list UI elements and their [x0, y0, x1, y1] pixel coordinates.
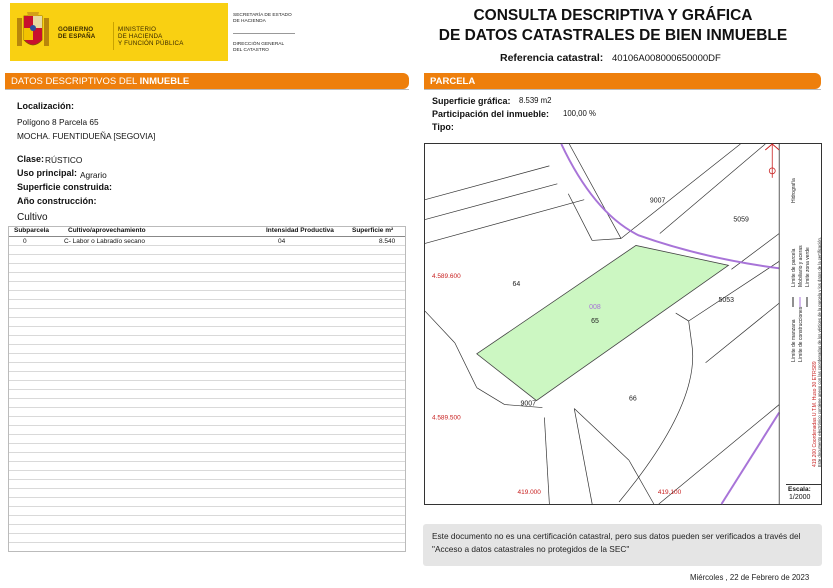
- uso-value: Agrario: [80, 170, 107, 180]
- map-coord-n-600: 4.589.600: [431, 273, 461, 281]
- table-row-line: [9, 533, 405, 534]
- map-annex-note: Este documento electrónico contiene anexo con las coordenadas de los vértices de la parcela y los datos de la certificación.: [817, 237, 822, 467]
- table-row-line: [9, 479, 405, 480]
- legend-mobiliario: Mobiliario y aceras: [798, 245, 804, 287]
- ref-label: Referencia catastral:: [500, 52, 604, 64]
- localizacion-line1: Polígono 8 Parcela 65: [17, 117, 99, 127]
- tipo-label: Tipo:: [432, 122, 454, 132]
- gobierno-text: GOBIERNO DE ESPAÑA: [58, 26, 96, 40]
- legend-zona-verde: Límite zona verde: [805, 247, 811, 287]
- map-boundary-line: [621, 144, 740, 238]
- uso-label: Uso principal:: [17, 168, 78, 178]
- table-row-line: [9, 272, 405, 273]
- th-superficie: Superficie m²: [352, 227, 394, 234]
- legend-hidrografia: Hidrografía: [791, 178, 797, 203]
- table-row-line: [9, 317, 405, 318]
- disclaimer-note: Este documento no es una certificación catastral, pero sus datos pueden ser verificados a través del "Acceso a datos catastrales no protegidos de la SEC": [423, 524, 822, 566]
- clase-label: Clase:: [17, 154, 45, 164]
- cadastral-map: [424, 143, 822, 505]
- map-legend: [787, 147, 821, 469]
- left-bar-underline: [5, 89, 409, 90]
- map-label-9007-bottom: 9007: [520, 400, 536, 408]
- map-coord-e-100: 419.100: [657, 489, 682, 497]
- table-row-line: [9, 308, 405, 309]
- table-row-line: [9, 380, 405, 381]
- header-separator: [233, 33, 295, 34]
- map-coord-e-000: 419.000: [517, 489, 541, 497]
- table-row-line: [9, 425, 405, 426]
- superficie-construida-label: Superficie construida:: [17, 182, 113, 192]
- map-boundary-line: [455, 343, 477, 388]
- table-row-line: [9, 497, 405, 498]
- table-header-divider: [9, 236, 405, 237]
- table-row-line: [9, 515, 405, 516]
- table-row-line: [9, 281, 405, 282]
- table-row-line: [9, 290, 405, 291]
- cultivo-title: Cultivo: [17, 212, 48, 223]
- coat-of-arms-icon: [14, 10, 52, 54]
- logo-divider: [113, 22, 114, 50]
- right-bar-underline: [424, 89, 821, 90]
- table-row-superficie: 8.540: [379, 238, 396, 245]
- map-boundary-line: [425, 200, 584, 244]
- table-row-line: [9, 245, 405, 246]
- map-boundary-line: [629, 460, 654, 504]
- table-row-line: [9, 416, 405, 417]
- table-row-line: [9, 443, 405, 444]
- map-label-9007-top: 9007: [649, 197, 666, 205]
- table-row-line: [9, 371, 405, 372]
- table-row-line: [9, 362, 405, 363]
- map-label-5059: 5059: [733, 216, 749, 224]
- map-boundary-line: [592, 238, 621, 240]
- secretaria-text: SECRETARÍA DE ESTADO DE HACIENDA: [233, 13, 292, 24]
- table-row-line: [9, 452, 405, 453]
- table-row-subparcela: 0: [23, 238, 27, 245]
- direccion-text: DIRECCIÓN GENERAL DEL CATASTRO: [233, 42, 285, 53]
- table-row-line: [9, 254, 405, 255]
- table-row-line: [9, 506, 405, 507]
- table-row-line: [9, 524, 405, 525]
- map-label-5053: 5053: [718, 297, 734, 305]
- table-row-line: [9, 542, 405, 543]
- table-row-line: [9, 335, 405, 336]
- municipal-boundary-line: [561, 144, 779, 268]
- map-boundary-line: [569, 144, 621, 238]
- superficie-grafica-value: 8.539 m2: [519, 96, 552, 105]
- map-label-66: 66: [628, 395, 637, 403]
- map-coord-n-500: 4.589.500: [431, 414, 461, 422]
- escala-value: 1/2000: [789, 494, 811, 501]
- escala-divider: [786, 484, 822, 485]
- th-intensidad: Intensidad Productiva: [266, 227, 334, 234]
- compass-icon: [765, 144, 779, 178]
- table-row-line: [9, 398, 405, 399]
- map-label-008: 008: [589, 304, 601, 312]
- table-row-line: [9, 407, 405, 408]
- map-label-65: 65: [591, 318, 599, 326]
- map-boundary-line: [706, 303, 780, 363]
- table-row-line: [9, 470, 405, 471]
- table-row-line: [9, 434, 405, 435]
- map-boundary-line: [425, 166, 549, 200]
- table-row-cultivo: C- Labor o Labradío secano: [64, 238, 145, 245]
- legend-limite-construcciones: Límite de construcciones: [798, 306, 804, 362]
- participacion-value: 100,00 %: [563, 109, 596, 118]
- localizacion-line2: MOCHA. FUENTIDUEÑA [SEGOVIA]: [17, 131, 156, 141]
- document-date: Miércoles , 22 de Febrero de 2023: [690, 573, 810, 582]
- participacion-label: Participación del inmueble:: [432, 109, 550, 119]
- anio-construccion-label: Año construcción:: [17, 196, 97, 206]
- ref-value: 40106A008000650000DF: [612, 53, 721, 64]
- table-row-line: [9, 488, 405, 489]
- table-row-line: [9, 461, 405, 462]
- table-row-line: [9, 389, 405, 390]
- th-subparcela: Subparcela: [14, 227, 50, 234]
- legend-limite-parcela: Límite de parcela: [791, 248, 797, 287]
- superficie-grafica-label: Superficie gráfica:: [432, 96, 511, 106]
- ministerio-text: MINISTERIO DE HACIENDA Y FUNCIÓN PÚBLICA: [118, 26, 184, 47]
- map-boundary-line: [425, 311, 455, 343]
- table-row-line: [9, 326, 405, 327]
- localizacion-label: Localización:: [17, 101, 75, 111]
- escala-label: Escala:: [788, 486, 811, 493]
- map-boundary-line: [477, 388, 505, 405]
- legend-limite-manzana: Límite de manzana: [791, 319, 797, 362]
- table-row-line: [9, 353, 405, 354]
- table-row-line: [9, 263, 405, 264]
- table-row-intensidad: 04: [278, 238, 286, 245]
- table-row-line: [9, 344, 405, 345]
- map-boundary-line: [544, 417, 549, 504]
- th-cultivo: Cultivo/aprovechamiento: [68, 227, 146, 234]
- municipal-boundary-line: [722, 413, 780, 504]
- map-boundary-line: [425, 184, 557, 220]
- parcela-bar: PARCELA: [424, 73, 821, 89]
- map-boundary-line: [619, 313, 693, 502]
- table-row-line: [9, 299, 405, 300]
- map-label-64: 64: [512, 281, 521, 289]
- document-title: CONSULTA DESCRIPTIVA Y GRÁFICA DE DATOS CATASTRALES DE BIEN INMUEBLE: [438, 7, 788, 44]
- map-boundary-line: [660, 144, 765, 234]
- map-utm-note: 419.200 Coordenadas U.T.M. Huso 30 ETRS89: [812, 361, 818, 467]
- clase-value: RÚSTICO: [45, 155, 83, 165]
- datos-descriptivos-bar: DATOS DESCRIPTIVOS DEL INMUEBLE: [5, 73, 409, 89]
